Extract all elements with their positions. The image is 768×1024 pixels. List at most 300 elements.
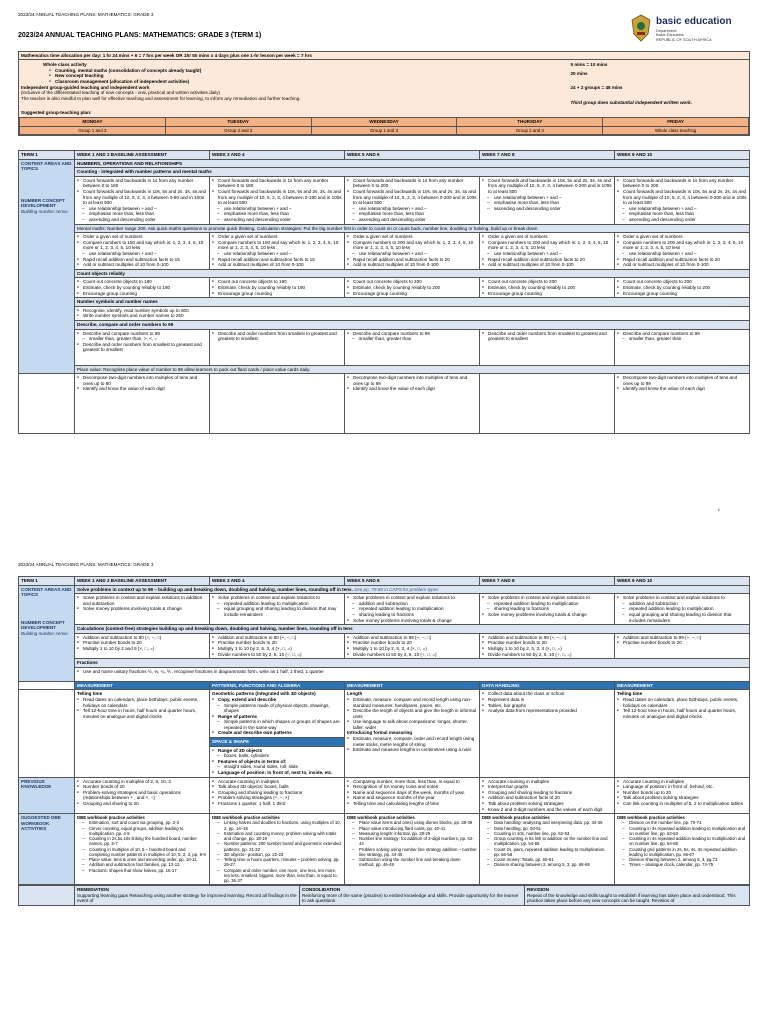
list-item: ● Identify and know the value of each digit <box>617 386 747 392</box>
page-one <box>18 12 750 512</box>
table-cell <box>210 777 345 814</box>
list-item: ● Telling time and calculating lengths of time <box>347 801 477 807</box>
table-cell <box>345 690 480 777</box>
table-cell <box>615 633 750 658</box>
list-item: ● Order a given set of numbers <box>212 234 342 240</box>
list-item: ● Addition and subtraction to 99 (+, –, □) <box>617 635 747 641</box>
list-item: – use relationship between + and – <box>617 251 747 257</box>
page-number: 1 <box>717 507 720 512</box>
list-item: ● Rapid recall addition and subtraction facts to 20 <box>617 257 747 263</box>
list-item: – Number line strategy: for addition of 2-digit numbers, pp. 42-44 <box>347 836 477 846</box>
section-place-value: Place value: Recognise place value of number to 99 allow learners to pack out flard cards / place value cards daily. <box>75 365 750 374</box>
list-item: ● Divide numbers to 50 by 2, 5, 10 (÷, □, =) <box>347 652 477 658</box>
list-item: ● Order a given set of numbers <box>617 234 747 240</box>
independent-label: Independent group-guided teaching and independent work <box>21 84 150 90</box>
table-cell: PREVIOUS KNOWLEDGE <box>19 777 75 814</box>
col-week-3-4: WEEK 3 AND 4 <box>210 151 345 160</box>
text-block <box>210 747 344 777</box>
text-block: CONSOLIDATION <box>302 887 341 893</box>
list-item: – Counting in 10s, number line, pp. 52-53 <box>482 831 612 836</box>
table-header-row <box>19 577 750 586</box>
text-block: Basic Education <box>656 32 684 38</box>
list-item: – sharing leading to fractions <box>482 606 612 612</box>
bullet-list <box>77 779 207 807</box>
table-cell <box>525 886 750 906</box>
table-cell <box>75 594 210 625</box>
list-item: ● Read dates on calendars, place birthdays, public events, holidays on calendars <box>77 697 207 708</box>
list-item: – emphasise more than, less than <box>77 211 207 217</box>
group-monday: Group 1 and 3 <box>20 126 166 134</box>
bullet-list <box>212 234 342 268</box>
list-item: ● Estimate, check by counting reliably to 200 <box>347 285 477 291</box>
list-item: – Count 2s, pairs, repeated addition leading to multiplication, pp. 56-58 <box>482 847 612 857</box>
list-item: ● Divide numbers to 50 by 2, 5, 10 (÷, □, =) <box>482 652 612 658</box>
list-item: ● Grouping and sharing leading to fractions <box>212 790 342 796</box>
list-item: – Data handling, pp. 50-51 <box>482 826 612 831</box>
list-item: ● Language of position: in front of, behind, etc. <box>617 784 747 790</box>
list-item: ● Compare numbers to 150 and say which is: 1, 2, 3, 4, 5, 10 more or 1, 2, 3, 4, 5, 10 less <box>212 240 342 251</box>
whole-class-label: Whole class activity <box>43 62 87 68</box>
list-item: ● Interpret bar graphs <box>482 784 612 790</box>
table-cell <box>19 886 75 906</box>
bullet-list <box>77 669 747 675</box>
bullet-list <box>212 178 342 223</box>
text-block: Length <box>347 691 363 697</box>
list-item: – use relationship between + and – <box>347 251 477 257</box>
day-wednesday: WEDNESDAY <box>311 118 457 127</box>
number-symbols-row <box>19 306 750 320</box>
list-item: ● Compare numbers to 150 and say which is: 1, 2, 3, 4, 5, 10 more or 1, 2, 3, 4, 5, 10 less <box>77 240 207 251</box>
list-item: ● Talk about problem solving strategies <box>617 795 747 801</box>
counting-row <box>19 176 750 224</box>
content-area-label <box>19 585 75 681</box>
list-item: ● Encourage group counting <box>347 291 477 297</box>
list-item: – ascending and descending order <box>347 217 477 223</box>
table-cell <box>615 690 750 777</box>
col-week-7-8: WEEK 7 AND 8 <box>480 151 615 160</box>
list-item: ● Practise number bonds to 20 <box>482 640 612 646</box>
list-item: ● Write number symbols and number names to 250 <box>77 313 747 319</box>
list-item: ● Use language to talk about comparisons: longer, shorter, taller, wider <box>347 719 477 730</box>
list-item: ● Solve money problems involving totals & change <box>77 606 207 612</box>
bullet-list <box>617 635 747 646</box>
list-item: ● Count forwards and backwards in 10s, 5s and 2s, 3s, 4s and from any multiple of 10, 5, 2, 3, 4 between 0-180 and in 100s to at least 500 <box>212 189 342 206</box>
list-item: ● Count out concrete objects to 200 <box>617 279 747 285</box>
bullet-list <box>77 234 207 268</box>
table-cell <box>19 374 75 434</box>
list-item: ● Accurate counting in multiples <box>212 779 342 785</box>
list-item: ● Count out concrete objects to 200 <box>347 279 477 285</box>
table-cell <box>75 233 210 270</box>
list-item: ● Add or subtract multiples of 10 from 0-100 <box>482 262 612 268</box>
table-cell: WEEK 9 AND 10 <box>615 577 750 586</box>
text-block: DBE workbook practice activities <box>77 815 145 821</box>
group-thursday: Group 2 and 3 <box>457 126 603 134</box>
list-item: ● Count forwards and backwards in 10s, 5s and 2s, 3s, 4s and from any multiple of 10, 5, 2, 3, 4 between 0-200 and in 100s to at least 500 <box>482 178 612 195</box>
list-item: ● Tell 12-hour time in hours, half hours and quarter hours, minutes on analogue and digital clocks <box>617 708 747 719</box>
bullet-list <box>482 234 612 268</box>
calculations-row <box>19 633 750 658</box>
list-item: – straight sides, round sides, roll, slide <box>212 764 342 770</box>
describe-compare-row <box>19 329 750 365</box>
bullet-list <box>347 279 477 296</box>
list-item: ● Represent data in <box>482 697 612 703</box>
list-item: ● Describe and compare numbers to 99 <box>347 331 477 337</box>
list-item: – Division sharing between 2, among 5, 3, pg.73 <box>617 857 747 862</box>
table-cell <box>345 329 480 365</box>
list-item: ● Accurate counting in multiples <box>617 779 747 785</box>
list-item: ● Counting, mental maths (consolidation of concepts already taught) <box>49 68 565 74</box>
bullet-list <box>212 279 342 296</box>
list-item: ● Range of 3D objects <box>212 748 342 754</box>
list-item: – Compare and order number, one more, one less, ten more, ten less, smallest, biggest, more than, less than, is equal to, pp. 36-37 <box>212 868 342 884</box>
table-cell <box>345 176 480 224</box>
list-item: ● Know 2 and 3-digit numbers and the values of each digit <box>482 807 612 813</box>
list-item: ● Name and sequence days of the week, months of year. <box>347 790 477 796</box>
list-item: ● Can link counting in multiples of 5, 2 to multiplication tables <box>617 801 747 807</box>
table-cell <box>210 278 345 298</box>
list-item: ● Collect data about the class or school <box>482 691 612 697</box>
list-item: ● Recognition of SA money coins and notes <box>347 784 477 790</box>
list-item: – Counting in multiples of 10, 5 – hundred board and completing number patterns in multiples of 10, 5, 2, 3, pp. 8-9 <box>77 847 207 857</box>
text-block: Introducing formal measuring <box>347 730 413 736</box>
list-item: ● Order a given set of numbers <box>482 234 612 240</box>
table-cell <box>480 633 615 658</box>
bullet-list <box>77 375 207 392</box>
list-item: – Data handling- analysing and interpreting data, pp. 34-35 <box>482 820 612 825</box>
list-item: ● Add or subtract multiples of 10 from 0-100 <box>347 262 477 268</box>
text-block: CONTENT AREAS AND TOPICS <box>21 160 72 172</box>
solve-problems-row <box>19 594 750 625</box>
list-item: ● Solve money problems involving totals & change <box>347 618 477 624</box>
list-item: ● Encourage group counting <box>482 291 612 297</box>
list-item: – addition and subtraction <box>347 601 477 607</box>
list-item: ● Compare numbers to 200 and say which is: 1, 2, 3, 4, 5, 10 more or 1, 2, 3, 4, 5, 10 less <box>347 240 477 251</box>
day-tuesday: TUESDAY <box>165 118 311 127</box>
list-item: ● Describe and order numbers from smallest to greatest and greatest to smallest <box>77 342 207 353</box>
list-item: – repeated addition leading to multiplication <box>482 601 612 607</box>
section-count-objects: Count objects reliably <box>75 269 750 278</box>
table-cell <box>75 374 210 434</box>
list-item: – smaller than, greater than <box>617 336 747 342</box>
text-block: DBE workbook practice activities <box>347 815 415 821</box>
list-item: – use relationship between + and – <box>212 206 342 212</box>
section-describe-compare: Describe, compare and order numbers to 99 <box>75 320 750 329</box>
list-item: ● Add or subtract multiples of 10 from 0-100 <box>212 262 342 268</box>
table-cell <box>480 233 615 270</box>
list-item: – Estimation and counting money, problem solving with totals and change, pp. 18-19 <box>212 831 342 841</box>
table-cell <box>615 329 750 365</box>
allocation-table <box>19 60 749 117</box>
list-item: – Counting in 2s,5s,10s linking the hundred board, number names, pp. 6-7 <box>77 836 207 846</box>
group-teaching-plan <box>19 117 749 135</box>
list-item: ● Rapid recall addition and subtraction facts to 20 <box>347 257 477 263</box>
list-item: ● Estimate, check by counting reliably to 180 <box>77 285 207 291</box>
allocation-time-3: 24 + 2 groups = 48 mins <box>570 85 623 91</box>
previous-knowledge-row <box>19 777 750 814</box>
logo-department <box>656 29 712 42</box>
table-cell <box>210 633 345 658</box>
list-item: ● Describe and order numbers from smallest to greatest and greatest to smallest <box>482 331 612 342</box>
table-cell <box>75 176 210 224</box>
table-cell <box>480 690 615 777</box>
table-cell <box>19 681 75 690</box>
mental-maths-row <box>19 233 750 270</box>
allocation-time-2: 20 mins <box>570 70 588 76</box>
term-plan-table-continued <box>18 576 750 885</box>
table-cell <box>300 886 525 906</box>
table-cell: DATA HANDLING <box>480 681 615 690</box>
list-item: ● Estimate, check by counting reliably to 200 <box>617 285 747 291</box>
list-item: – Subtraction using the number line and breaking down method, pp. 46-49 <box>347 857 477 867</box>
bullet-list <box>212 697 342 736</box>
list-item: ● Solve money problems involving totals & change <box>482 612 612 618</box>
list-item: – Counting in 4s repeated addition leading to multiplication and on number line, pp. 64-65 <box>617 836 747 846</box>
bullet-list <box>347 331 477 342</box>
list-item: – Estimation, sort and count via grouping, pp. 2-3 <box>77 820 207 825</box>
col-week-5-6: WEEK 5 AND 6 <box>345 151 480 160</box>
bullet-list <box>77 331 207 353</box>
list-item: ● Name and sequence months of the year <box>347 795 477 801</box>
table-cell: WEEK 3 AND 4 <box>210 577 345 586</box>
group-tuesday: Group 2 and 3 <box>165 126 311 134</box>
list-item: – repeated addition leading to multiplication <box>212 601 342 607</box>
bullet-list <box>617 331 747 342</box>
running-header: 2023/24 ANNUAL TEACHING PLANS: MATHEMATICS: GRADE 3 <box>18 12 154 17</box>
remediation-consolidation-revision <box>18 885 750 906</box>
list-item: ● Create and describe own patterns <box>212 730 342 736</box>
count-objects-row <box>19 278 750 298</box>
list-item: – Simple patterns in which shapes or groups of shapes are repeated in the same way <box>212 719 342 730</box>
list-item: – ascending and descending order <box>212 217 342 223</box>
bullet-list <box>482 691 612 713</box>
list-item: ● Range of patterns <box>212 714 342 720</box>
list-item: ● Accurate counting in multiples <box>482 779 612 785</box>
list-item: ● Count out concrete objects to 180 <box>77 279 207 285</box>
table-cell <box>345 233 480 270</box>
text-block: DBE workbook practice activities <box>212 815 280 821</box>
group-wednesday: Group 1 and 3 <box>311 126 457 134</box>
strand-heads-row <box>19 681 750 690</box>
list-item: – Place value items and ones) using dienes blocks, pp. 38-39 <box>347 820 477 825</box>
text-block: REMEDIATION <box>77 887 109 893</box>
text-block: Solve problems in context up to 99 – building up and breaking down, doubling and halving, number lines, rounding off in tens. <box>77 586 353 592</box>
table-cell <box>480 176 615 224</box>
list-item: ● Classroom management (allocation of independent activities) <box>49 79 565 85</box>
text-block: Supporting learning gaps Reteaching using another strategy for improved learning. Record all findings in the event of <box>77 892 297 904</box>
list-item: – 3D objects– position, pp. 22-23 <box>212 852 342 857</box>
bullet-list <box>482 635 612 657</box>
table-cell: SUGGESTED DBE WORKBOOK ACTIVITIES <box>19 814 75 885</box>
list-item: ● Copy, extend and describe <box>212 697 342 703</box>
teacher-note: The teacher is also mindful to plan well for effective teaching and assessment for learning, to inform any remediation and further teaching. <box>21 95 301 101</box>
table-cell <box>210 690 345 777</box>
list-item: ● Addition and subtraction to 80 (+, –, □) <box>77 635 207 641</box>
bullet-list <box>212 595 342 617</box>
table-header-row <box>19 151 750 160</box>
list-item: – repeated addition leading to multiplication <box>617 606 747 612</box>
place-value-row <box>19 374 750 434</box>
list-item: ● Describe and compare numbers to 99 <box>617 331 747 337</box>
list-item: ● Rapid recall addition and subtraction facts to 15 <box>212 257 342 263</box>
table-cell: PATTERNS, FUNCTIONS AND ALGEBRA <box>210 681 345 690</box>
suggested-plan-label: Suggested group-teaching plan: <box>21 109 92 115</box>
strand-content-row <box>19 690 750 777</box>
table-cell <box>480 329 615 365</box>
list-item: ● Solve problems in context and explain solutions to <box>482 595 612 601</box>
list-item: ● Count forwards and backwards in 1s from any number between 0 to 180 <box>212 178 342 189</box>
col-term: TERM 1 <box>19 151 75 160</box>
list-item: ● Accurate counting in multiples of 2, 5, 10, 3 <box>77 779 207 785</box>
list-item: ● Grouping and sharing to 20 <box>77 801 207 807</box>
bullet-list <box>77 820 207 872</box>
list-item: ● Divide numbers to 50 by 2, 5, 10 (÷, □, =) <box>212 652 342 658</box>
list-item: – Addition and subtraction fact families, pp. 12-13 <box>77 862 207 867</box>
table-cell <box>75 814 210 885</box>
bullet-list <box>347 697 477 731</box>
list-item: ● Solve problems in context and explain solutions to <box>617 595 747 601</box>
text-block: Reinforcing more of the same (practise) to embed knowledge and skills. Provide opportunity for the learner to ask questions <box>302 892 519 904</box>
dbe-workbook-row <box>19 814 750 885</box>
text-block: Telling time <box>77 691 103 697</box>
list-item: – Fractions: shapes that show halves, pp. 16-17 <box>77 868 207 873</box>
table-cell <box>480 594 615 625</box>
list-item: ● Problem solving strategies (+, –, ×) <box>212 795 342 801</box>
bullet-list <box>617 697 747 719</box>
text-block <box>210 690 344 737</box>
list-item: ● Decompose two-digit numbers into multiples of tens and ones up to 80 <box>77 375 207 386</box>
section-calculations: Calculations (context-free) strategies building up and breaking down, doubling and halving, number lines, rounding off in tens <box>75 625 750 634</box>
text-block: Geometric patterns (integrated with 3D objects) <box>212 691 316 697</box>
table-cell <box>480 374 615 434</box>
table-cell <box>345 777 480 814</box>
bullet-list <box>482 331 612 342</box>
bullet-list <box>347 234 477 268</box>
list-item: ● Tell 12-hour time in hours, half hours and quarter hours, minutes on analogue and digital clocks <box>77 708 207 719</box>
table-cell: WEEK 1 AND 2 BASELINE ASSESSMENT <box>75 577 210 586</box>
list-item: ● Multiply 1 to 10 by 2 and 5 (×, □, =) <box>77 646 207 652</box>
bullet-list <box>482 279 612 296</box>
bullet-list <box>77 635 207 652</box>
list-item: – use relationship between + and – <box>212 251 342 257</box>
bullet-list <box>482 779 612 813</box>
list-item: – use relationship between + and – <box>77 206 207 212</box>
list-item: ● Order a given set of numbers <box>77 234 207 240</box>
text-block: NUMBER CONCEPT DEVELOPMENT <box>21 197 65 209</box>
bullet-list <box>482 178 612 212</box>
table-cell <box>210 233 345 270</box>
list-item: – use relationship between + and – <box>617 206 747 212</box>
section-fractions: Fractions <box>75 659 750 668</box>
list-item: – sharing leading to fractions <box>347 612 477 618</box>
list-item: – Counting grid patterns in 2s, 5s, 4s, 3s repeated addition leading to multiplication, pp. 66-67 <box>617 847 747 857</box>
bullet-list <box>212 748 342 776</box>
list-item: ● Recognise, identify, read number symbols up to 500 <box>77 308 747 314</box>
list-item: ● Estimate, measure, compare, order and record length using meter sticks, metre lengths of string <box>347 736 477 747</box>
table-cell <box>615 814 750 885</box>
text-block: See pp. 79-80 in CAPS for problem types <box>354 586 439 592</box>
col-week-1-2: WEEK 1 AND 2 BASELINE ASSESSMENT <box>75 151 210 160</box>
list-item: ● Practise number bonds to 20 <box>347 640 477 646</box>
list-item: ● Rapid recall addition and subtraction facts to 20 <box>482 257 612 263</box>
list-item: – emphasise more than, less than <box>212 211 342 217</box>
bullet-list <box>347 779 477 807</box>
list-item: – Place value: tens & ones and ascending order, pp. 10-11 <box>77 857 207 862</box>
bullet-list <box>77 178 207 223</box>
list-item: – use relationship between + and – <box>77 251 207 257</box>
text-block: Department: <box>656 28 678 33</box>
table-cell <box>480 777 615 814</box>
list-item: ● Addition and subtraction facts of 20 <box>482 795 612 801</box>
bullet-list <box>212 331 342 342</box>
list-item: ● Practise number bonds to 20 <box>212 640 342 646</box>
list-item: ● Estimate and measure lengths in centimetres using a ruler <box>347 747 477 753</box>
day-friday: FRIDAY <box>603 118 749 127</box>
table-cell <box>345 278 480 298</box>
list-item: – Counting in 3s repeated addition leading to multiplication and on number line, pp. 62-63 <box>617 826 747 836</box>
list-item: – Number patterns: 200 number board and geometric extended patterns, pp. 21-22 <box>212 841 342 851</box>
section-counting: Counting - integrated with number patterns and mental maths <box>75 168 750 177</box>
list-item: ● Describe and compare numbers to 99 <box>77 331 207 337</box>
logo-wordmark: basic education <box>656 16 732 27</box>
table-cell <box>615 233 750 270</box>
coat-of-arms-icon <box>630 14 652 42</box>
table-cell <box>345 633 480 658</box>
table-cell <box>567 60 750 107</box>
bullet-list <box>77 279 207 296</box>
section-number-symbols: Number symbols and number names <box>75 298 750 307</box>
page-two <box>18 562 750 1024</box>
table-cell <box>480 814 615 885</box>
list-item: ● Estimate, check by counting reliably to 200 <box>482 285 612 291</box>
bullet-list <box>347 375 477 392</box>
list-item: ● Multiply 1 to 10 by 2, 5, 3, 4 (×, □, =) <box>212 646 342 652</box>
list-item: ● Read dates on calendars, place birthdays, public events, holidays on calendars <box>617 697 747 708</box>
list-item: ● Multiply 1 to 10 by 2, 5, 3, 4 (×, □, =) <box>347 646 477 652</box>
list-item: – addition and subtraction <box>617 601 747 607</box>
bullet-list <box>347 820 477 867</box>
table-cell <box>75 777 210 814</box>
text-block: NUMBER CONCEPT DEVELOPMENT <box>21 619 65 631</box>
bullet-list <box>77 595 207 612</box>
group-friday: Whole class teaching <box>603 126 749 134</box>
table-cell <box>615 176 750 224</box>
list-item: ● Talk about problem solving strategies <box>482 801 612 807</box>
section-mental-maths: Mental maths: Number range 200. Ask quick maths questions to promote quick thinking. Calculation strategies: Put the big number first in order to count on or count back, number line, doubling or halving, build up or break down <box>75 224 750 233</box>
list-item: ● Count out concrete objects to 190 <box>212 279 342 285</box>
list-item: – Division on the number line, pp. 70-71 <box>617 820 747 825</box>
table-cell <box>19 60 567 107</box>
table-cell <box>210 374 345 434</box>
text-block: Building number sense <box>21 630 68 636</box>
list-item: ● Talk about 3D objects: boxes, balls <box>212 784 342 790</box>
list-item: – ascending and descending order <box>77 217 207 223</box>
table-cell <box>75 667 750 681</box>
list-item: ● Multiply 1 to 10 by 2, 5, 3, 4 (×, □, =) <box>482 646 612 652</box>
list-item: – Clever counting, equal groups, addition leading to multiplication, pp. 4-5 <box>77 826 207 836</box>
table-cell <box>75 690 210 777</box>
col-week-9-10: WEEK 9 AND 10 <box>615 151 750 160</box>
list-item: – Place value introducing flard cards, pp. 40-41 <box>347 826 477 831</box>
document-title: 2023/24 ANNUAL TEACHING PLANS: MATHEMATICS: GRADE 3 (TERM 1) <box>18 32 262 39</box>
list-item: ● Describe and order numbers from smallest to greatest and greatest to smallest <box>212 331 342 342</box>
list-item: ● Solve problems in context and explain solutions to <box>212 595 342 601</box>
bullet-list <box>212 635 342 657</box>
table-cell <box>210 594 345 625</box>
list-item: – Linking halves and doubles to fractions, using multiples of 10, 2, pp. 14–15 <box>212 820 342 830</box>
list-item: ● Encourage group counting <box>77 291 207 297</box>
list-item: ● Addition and subtraction to 99 (+, –, □) <box>482 635 612 641</box>
